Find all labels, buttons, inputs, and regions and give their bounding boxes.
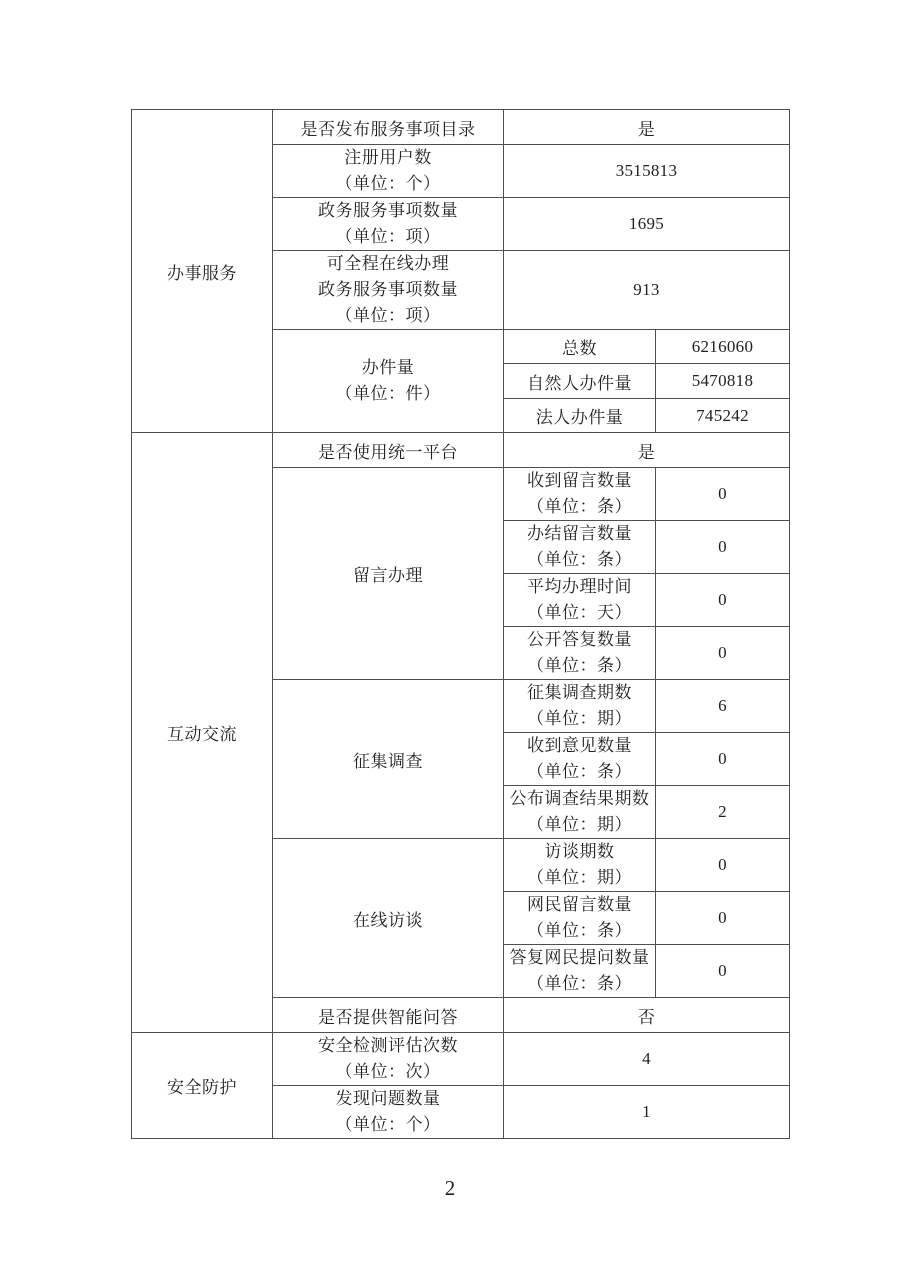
problems-found-value: 1 [504,1086,790,1139]
public-replies-value: 0 [656,627,790,680]
volume-total-value: 6216060 [656,330,790,364]
messages-received-label-cell [504,468,656,521]
problems-found-unit: （单位：个） [335,1115,441,1134]
volume-natural-label: 自然人办件量 [504,364,656,399]
avg-handling-time-value: 0 [656,574,790,627]
service-items-unit: （单位：项） [335,227,441,246]
volume-group-label: 办件量 [361,358,415,377]
survey-results-label: 公布调查结果期数 [509,789,650,808]
survey-issues-value: 6 [656,680,790,733]
messages-received-value: 0 [656,468,790,521]
survey-issues-label-cell [504,680,656,733]
netizen-replies-label-cell [504,945,656,998]
catalog-value: 是 [504,110,790,145]
messages-resolved-unit: （单位：条） [527,550,632,569]
public-replies-label-cell [504,627,656,680]
netizen-messages-label: 网民留言数量 [527,895,632,914]
online-items-label-cell [273,251,504,330]
survey-issues-label: 征集调查期数 [527,683,632,702]
opinions-received-unit: （单位：条） [527,762,632,781]
messages-resolved-label-cell [504,521,656,574]
messages-resolved-value: 0 [656,521,790,574]
problems-found-label: 发现问题数量 [335,1089,441,1108]
survey-results-value: 2 [656,786,790,839]
public-replies-label: 公开答复数量 [527,630,632,649]
smart-qa-label: 是否提供智能问答 [273,998,504,1033]
messages-resolved-label: 办结留言数量 [527,524,632,543]
catalog-label: 是否发布服务事项目录 [273,110,504,145]
security-assessment-unit: （单位：次） [335,1062,441,1081]
interview-issues-unit: （单位：期） [527,868,632,887]
volume-total-label: 总数 [504,330,656,364]
volume-group-unit: （单位：件） [335,384,441,403]
problems-found-label-cell [273,1086,504,1139]
security-assessment-label-cell [273,1033,504,1086]
avg-handling-time-unit: （单位：天） [527,603,632,622]
survey-group-label: 征集调查 [273,680,504,839]
section-cell-interaction: 互动交流 [132,433,273,1033]
smart-qa-value: 否 [504,998,790,1033]
section-cell-security: 安全防护 [132,1033,273,1139]
volume-natural-value: 5470818 [656,364,790,399]
survey-results-label-cell [504,786,656,839]
unified-platform-label: 是否使用统一平台 [273,433,504,468]
report-table [131,109,790,1139]
page-number: 2 [444,1176,456,1200]
service-items-label-cell [273,198,504,251]
security-assessment-value: 4 [504,1033,790,1086]
volume-legal-label: 法人办件量 [504,399,656,433]
registered-users-unit: （单位：个） [335,174,441,193]
unified-platform-value: 是 [504,433,790,468]
interview-issues-label: 访谈期数 [544,842,615,861]
survey-issues-unit: （单位：期） [527,709,632,728]
section-cell-service: 办事服务 [132,110,273,433]
messages-received-unit: （单位：条） [527,497,632,516]
online-items-label-line1: 可全程在线办理 [326,254,450,273]
netizen-replies-value: 0 [656,945,790,998]
online-items-unit: （单位：项） [335,306,441,325]
security-assessment-label: 安全检测评估次数 [318,1036,458,1055]
avg-handling-time-label: 平均办理时间 [527,577,632,596]
netizen-messages-value: 0 [656,892,790,945]
survey-results-unit: （单位：期） [527,815,632,834]
opinions-received-label-cell [504,733,656,786]
registered-users-label-cell [273,145,504,198]
messages-received-label: 收到留言数量 [527,471,632,490]
netizen-replies-unit: （单位：条） [527,974,632,993]
message-handling-group-label: 留言办理 [273,468,504,680]
service-items-value: 1695 [504,198,790,251]
interview-issues-value: 0 [656,839,790,892]
avg-handling-time-label-cell [504,574,656,627]
volume-group-label-cell [273,330,504,433]
netizen-replies-label: 答复网民提问数量 [509,948,650,967]
registered-users-label: 注册用户数 [344,148,432,167]
online-items-value: 913 [504,251,790,330]
netizen-messages-unit: （单位：条） [527,921,632,940]
interview-issues-label-cell [504,839,656,892]
volume-legal-value: 745242 [656,399,790,433]
public-replies-unit: （单位：条） [527,656,632,675]
service-items-label: 政务服务事项数量 [318,201,458,220]
netizen-messages-label-cell [504,892,656,945]
online-items-label-line2: 政务服务事项数量 [318,280,458,299]
opinions-received-value: 0 [656,733,790,786]
interview-group-label: 在线访谈 [273,839,504,998]
registered-users-value: 3515813 [504,145,790,198]
opinions-received-label: 收到意见数量 [527,736,632,755]
